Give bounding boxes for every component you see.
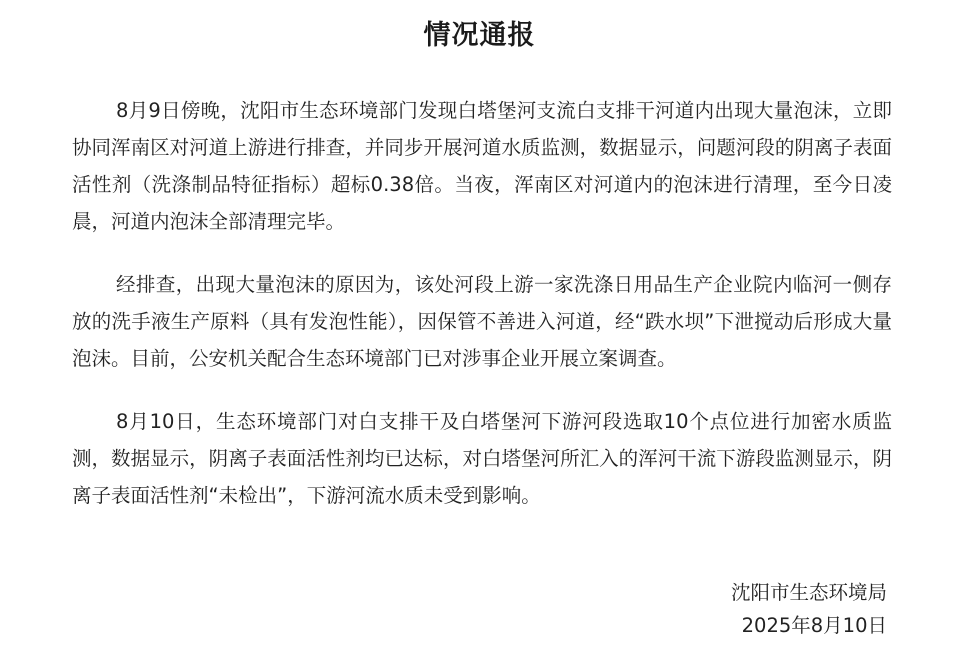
signature-organization: 沈阳市生态环境局 bbox=[730, 581, 887, 604]
signature-date: 2025年8月10日 bbox=[741, 614, 887, 637]
notice-title: 情况通报 bbox=[423, 20, 536, 51]
paragraph-cause: 经排查，出现大量泡沫的原因为，该处河段上游一家洗涤日用品生产企业院内临河一侧存放的洗手液生产原料（具有发泡性能），因保管不善进入河道，经“跌水坝”下泄搅动后形成大量泡沫。目前，公安机关配合生态环境部门已对涉事企业开展立案调查。 bbox=[72, 273, 892, 370]
paragraph-monitoring: 8月10日，生态环境部门对白支排干及白塔堡河下游河段选取10个点位进行加密水质监测，数据显示，阴离子表面活性剂均已达标，对白塔堡河所汇入的浑河干流下游段监测显示，阴离子表面活性剂“未检出”，下游河流水质未受到影响。 bbox=[72, 410, 892, 507]
paragraph-discovery: 8月9日傍晚，沈阳市生态环境部门发现白塔堡河支流白支排干河道内出现大量泡沫，立即协同浑南区对河道上游进行排查，并同步开展河道水质监测，数据显示，问题河段的阴离子表面活性剂（洗涤制品特征指标）超标0.38倍。当夜，浑南区对河道内的泡沫进行清理，至今日凌晨，河道内泡沫全部清理完毕。 bbox=[72, 99, 892, 233]
